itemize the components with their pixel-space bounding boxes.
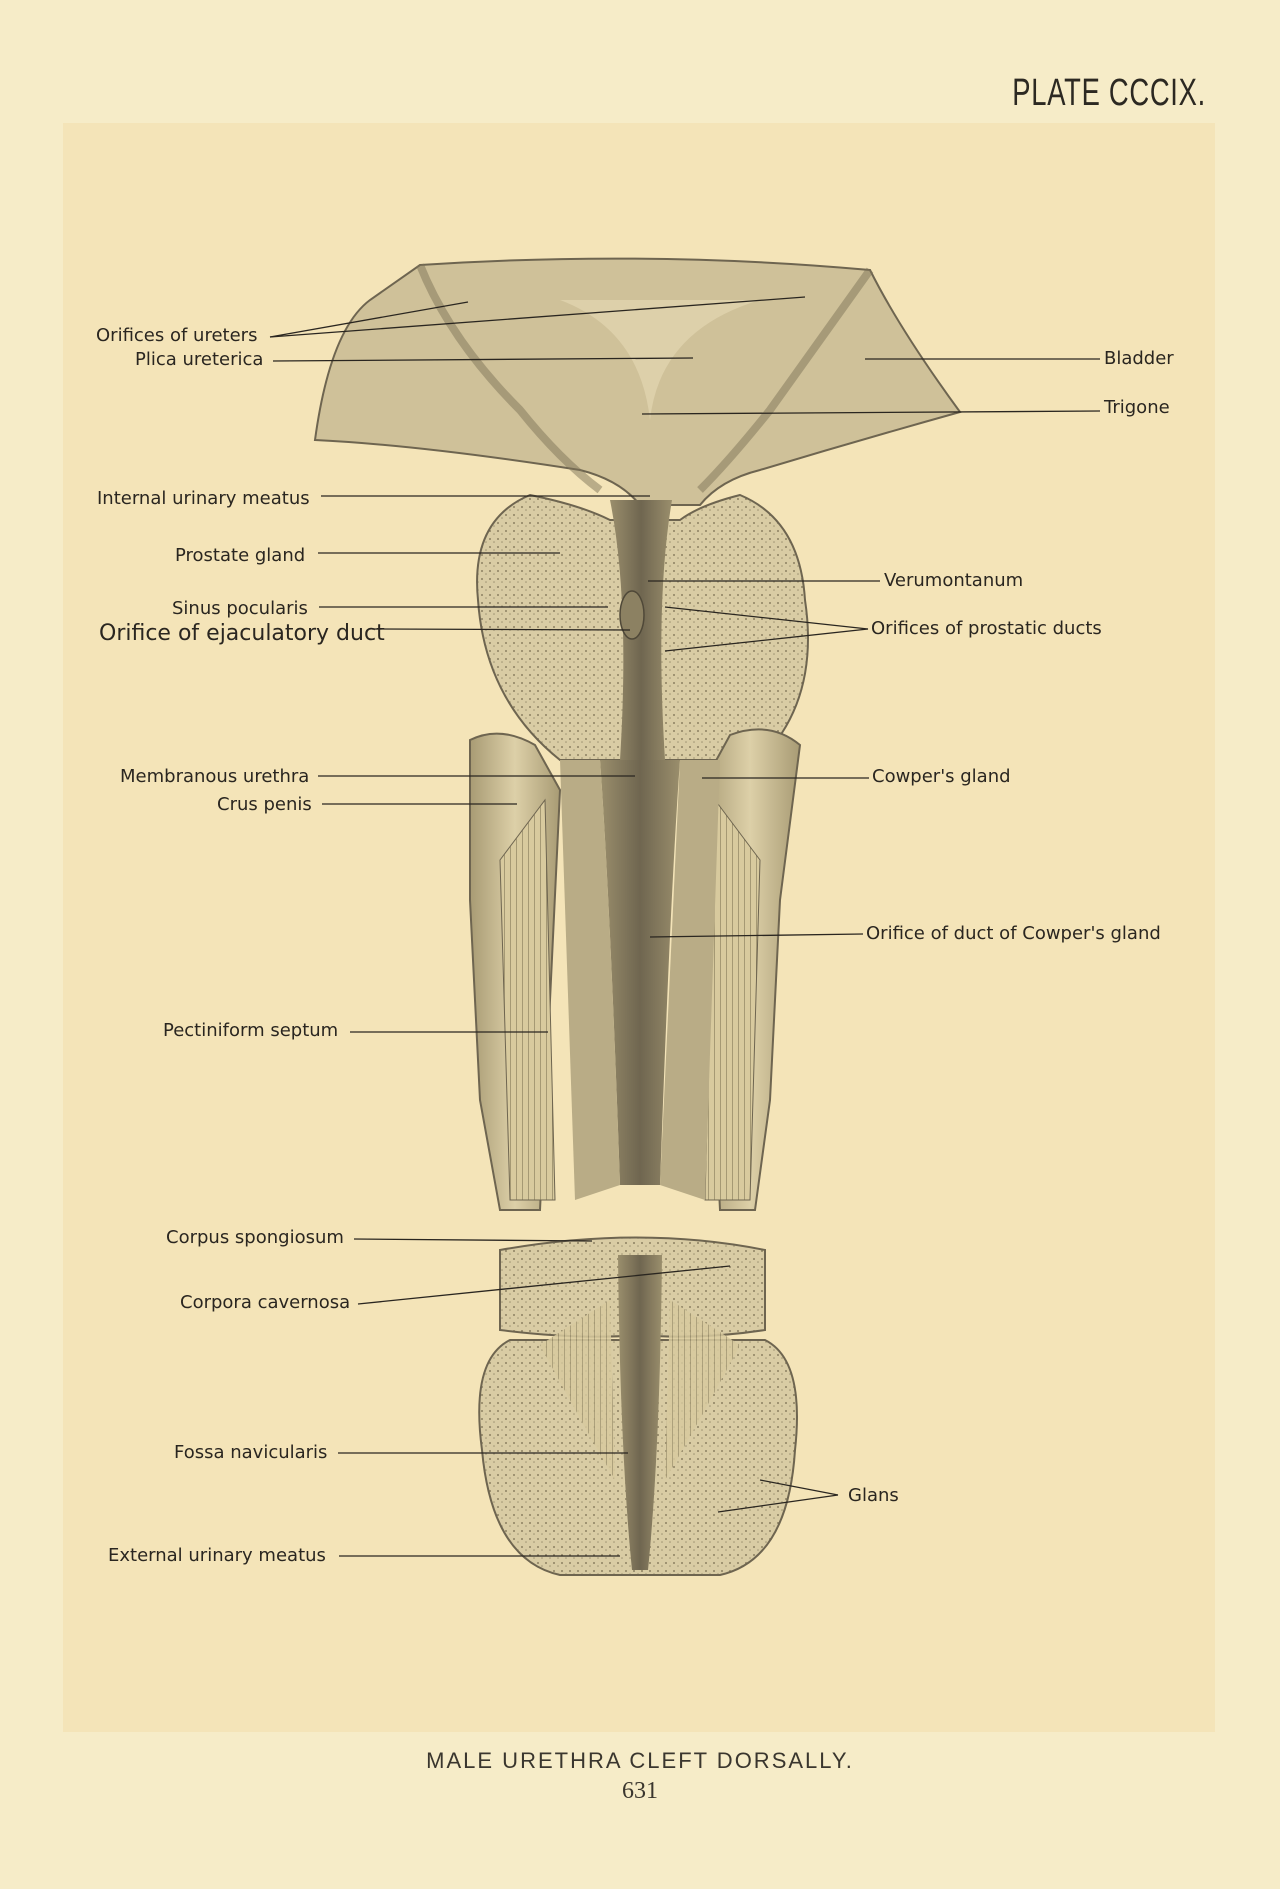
label-internal-urinary-meatus: Internal urinary meatus [97, 488, 310, 509]
plate-title: PLATE CCCIX. [1012, 72, 1206, 114]
label-membranous-urethra: Membranous urethra [120, 766, 310, 787]
label-prostate-gland: Prostate gland [175, 545, 306, 566]
label-orifice-of-ejaculatory-duct: Orifice of ejaculatory duct [99, 621, 385, 646]
label-bladder: Bladder [1104, 348, 1174, 369]
bladder-shape [315, 259, 960, 505]
label-glans: Glans [848, 1485, 899, 1506]
label-corpora-cavernosa: Corpora cavernosa [180, 1292, 351, 1313]
label-orifice-of-duct-of-cowpers-gland: Orifice of duct of Cowper's gland [866, 923, 1161, 944]
label-fossa-navicularis: Fossa navicularis [174, 1442, 328, 1463]
label-crus-penis: Crus penis [217, 794, 312, 815]
label-sinus-pocularis: Sinus pocularis [172, 598, 308, 619]
label-cowpers-gland: Cowper's gland [872, 766, 1011, 787]
label-corpus-spongiosum: Corpus spongiosum [166, 1227, 344, 1248]
figure-caption: MALE URETHRA CLEFT DORSALLY. [426, 1748, 854, 1773]
label-plica-ureterica: Plica ureterica [135, 349, 264, 370]
label-orifices-of-prostatic-ducts: Orifices of prostatic ducts [871, 618, 1102, 639]
page-number: 631 [622, 1778, 658, 1804]
label-external-urinary-meatus: External urinary meatus [108, 1545, 326, 1566]
label-trigone: Trigone [1104, 397, 1170, 418]
label-orifices-of-ureters: Orifices of ureters [96, 325, 258, 346]
label-pectiniform-septum: Pectiniform septum [163, 1020, 339, 1041]
label-verumontanum: Verumontanum [884, 570, 1024, 591]
